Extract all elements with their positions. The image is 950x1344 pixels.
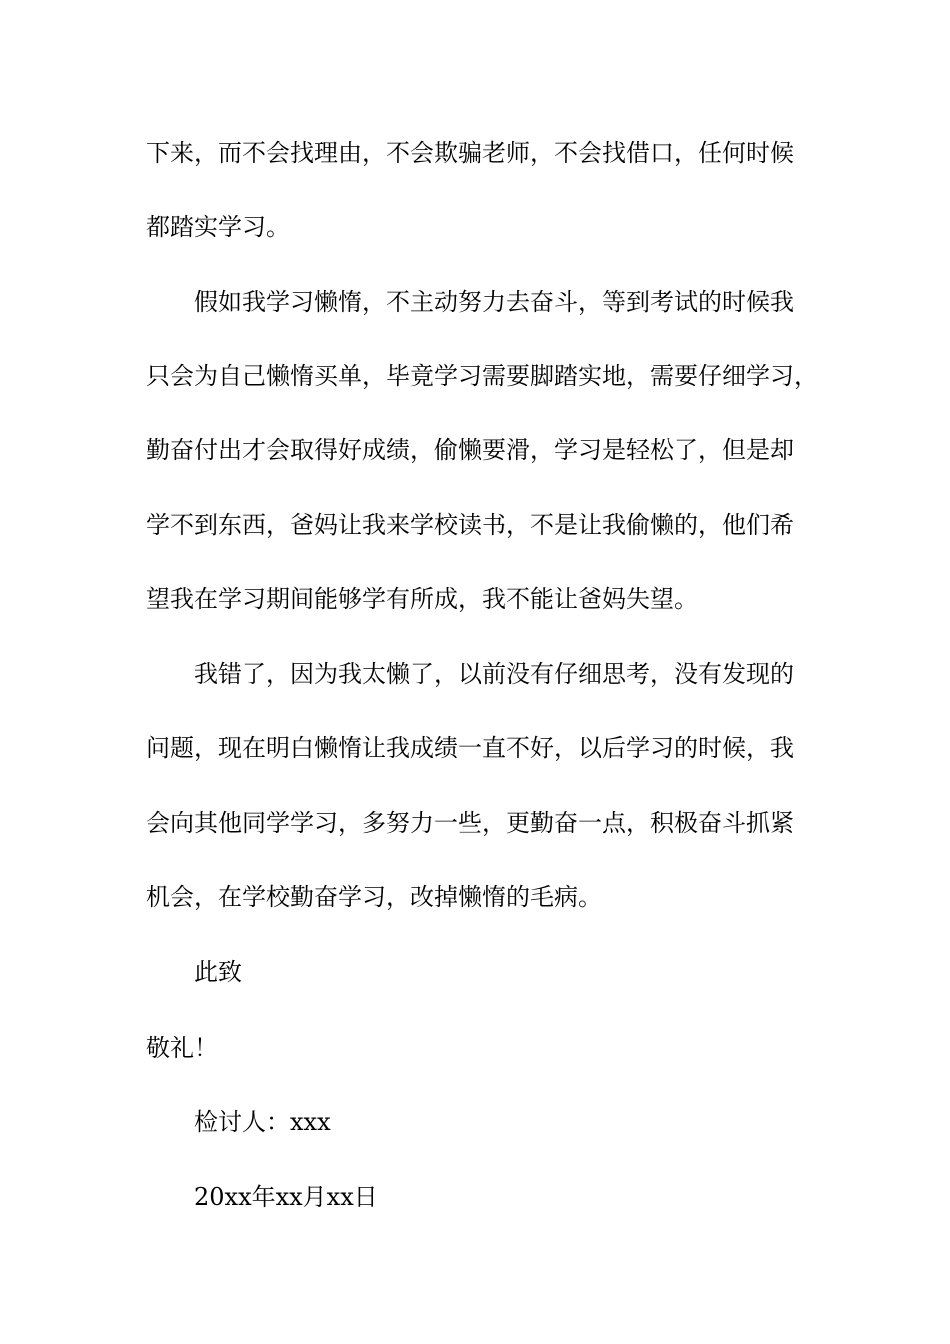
paragraph-line-2: 都踏实学习。 [146,213,290,241]
paragraph-line-8: 我错了，因为我太懒了，以前没有仔细思考，没有发现的 [194,660,794,688]
closing-salutation: 此致 [194,958,242,986]
date-line: 20xx年xx月xx日 [194,1183,378,1211]
paragraph-line-7: 望我在学习期间能够学有所成，我不能让爸妈失望。 [146,585,698,613]
closing-regards: 敬礼！ [146,1034,218,1062]
signer-line: 检讨人：xxx [194,1108,331,1136]
paragraph-line-6: 学不到东西，爸妈让我来学校读书，不是让我偷懒的，他们希 [146,511,794,539]
paragraph-line-10: 会向其他同学学习，多努力一些，更勤奋一点，积极奋斗抓紧 [146,809,794,837]
paragraph-line-9: 问题，现在明白懒惰让我成绩一直不好，以后学习的时候，我 [146,734,794,762]
paragraph-line-1: 下来，而不会找理由，不会欺骗老师，不会找借口，任何时候 [146,139,794,167]
paragraph-line-11: 机会，在学校勤奋学习，改掉懒惰的毛病。 [146,883,602,911]
paragraph-line-4: 只会为自己懒惰买单，毕竟学习需要脚踏实地，需要仔细学习， [146,362,818,390]
paragraph-line-5: 勤奋付出才会取得好成绩，偷懒要滑，学习是轻松了，但是却 [146,436,794,464]
paragraph-line-3: 假如我学习懒惰，不主动努力去奋斗，等到考试的时候我 [194,288,794,316]
